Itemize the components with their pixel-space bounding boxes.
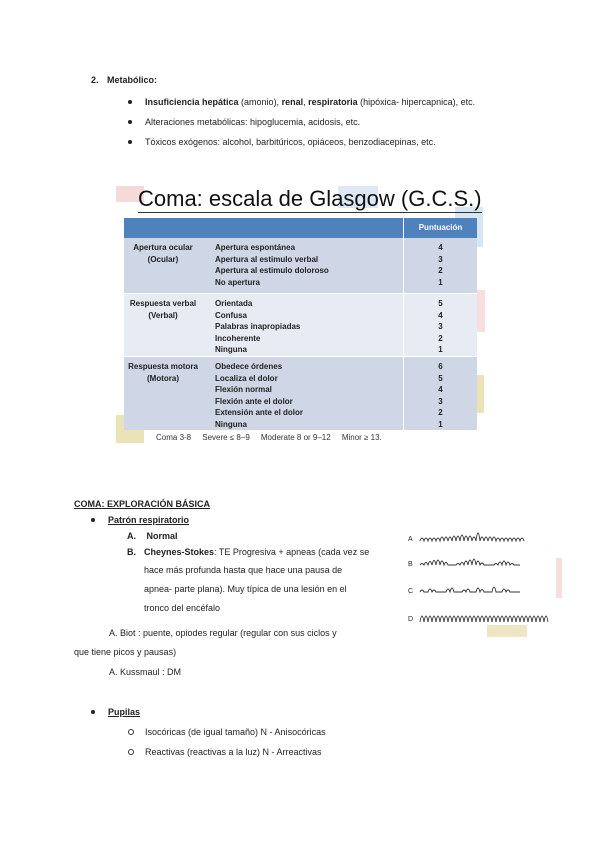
bullet-dot	[128, 140, 132, 144]
items-cell	[202, 357, 404, 430]
metabolic-number: 2.	[91, 75, 99, 85]
decor-pink-block-right	[477, 290, 485, 332]
score: 6	[438, 362, 443, 371]
wave-kussmaul	[420, 616, 548, 622]
group-name-cell	[124, 238, 202, 293]
breathing-patterns-figure	[404, 522, 554, 634]
items-cell	[202, 294, 404, 356]
group-sub: (Ocular)	[147, 254, 179, 264]
score: 2	[438, 408, 443, 417]
score: 4	[438, 385, 443, 394]
cheyne-block	[127, 546, 382, 621]
bullet-dot	[128, 120, 132, 124]
cheyne-line-1	[127, 546, 382, 564]
bold-term: renal	[281, 97, 304, 107]
cheyne-line-2: hace más profunda hasta que hace una pausa de	[144, 565, 343, 575]
bullet-text: Tóxicos exógenos: alcohol, barbitúricos, opiáceos, benzodiacepinas, etc.	[145, 137, 436, 147]
bullet-dot	[128, 100, 132, 104]
cheyne-text	[144, 546, 369, 558]
item: Apertura al estimulo verbal	[215, 254, 319, 264]
item: No apertura	[215, 277, 260, 287]
pupils-title: Pupilas	[108, 707, 141, 717]
wave-normal	[420, 533, 524, 541]
text: : TE Progresiva + apneas (cada vez se	[214, 547, 370, 557]
wave-label-b: B	[408, 561, 413, 568]
score: 1	[438, 277, 443, 287]
table-row-ocular	[124, 238, 477, 293]
bullet-text: Alteraciones metabólicas: hipoglucemia, acidosis, etc.	[145, 117, 361, 127]
bullet-dot	[91, 518, 95, 522]
items-cell	[202, 238, 404, 293]
group-name-cell	[124, 294, 202, 356]
glasgow-title: Coma: escala de Glasgow (G.C.S.)	[138, 186, 482, 211]
exploration-heading: COMA: EXPLORACIÓN BÁSICA	[74, 499, 211, 509]
normal-text: Normal	[146, 531, 178, 541]
score: 5	[438, 299, 443, 308]
list-label: B.	[127, 547, 136, 557]
bold-term: Insuficiencia hepática	[145, 97, 239, 107]
glasgow-table	[124, 218, 477, 430]
wave-label-d: D	[408, 616, 414, 623]
wave-cheyne-stokes	[420, 559, 520, 565]
item: Ninguna	[215, 345, 247, 354]
group-name: Apertura ocular	[133, 243, 193, 252]
bold-term: respiratoria	[308, 97, 358, 107]
resp-title: Patrón respiratorio	[108, 515, 190, 525]
resp-title-line	[91, 514, 189, 526]
group-name-cell	[124, 357, 202, 430]
metabolic-title: Metabólico:	[107, 75, 158, 85]
score: 1	[438, 345, 443, 354]
item: Localiza el dolor	[215, 373, 278, 383]
pupils-line-1	[128, 726, 326, 738]
score: 4	[438, 310, 443, 320]
item: Apertura espontánea	[215, 243, 296, 252]
wave-label-a: A	[408, 536, 413, 543]
item: Flexión ante el dolor	[215, 396, 293, 406]
item: Orientada	[215, 299, 253, 308]
metabolic-bullet-1	[128, 96, 475, 108]
cheyne-line-3: apnea- parte plana). Muy típica de una lesión en el	[144, 584, 347, 594]
item: Ninguna	[215, 419, 247, 429]
item: Palabras inapropiadas	[215, 322, 301, 331]
score: 4	[438, 243, 443, 252]
score: 2	[438, 333, 443, 343]
score: 3	[438, 322, 443, 331]
circle-bullet	[128, 729, 134, 735]
bullet-text	[145, 97, 475, 107]
table-header-row	[124, 218, 477, 238]
list-label: A.	[127, 531, 136, 541]
bullet-dot	[91, 710, 95, 714]
scores-cell	[404, 357, 478, 430]
bold-term: Cheynes-Stokes	[144, 547, 215, 557]
wave-label-c: C	[408, 588, 414, 595]
scores-cell	[404, 238, 478, 293]
score: 3	[438, 254, 443, 264]
pupils-line-2	[128, 746, 322, 758]
pupils-text: Isocóricas (de igual tamaño) N - Anisocóricas	[145, 727, 326, 737]
kussmaul-line: A. Kussmaul : DM	[109, 667, 182, 677]
score: 3	[438, 396, 443, 406]
score: 5	[438, 373, 443, 383]
table-header-cell	[124, 218, 202, 238]
score: 2	[438, 266, 443, 275]
text: (amonio),	[238, 97, 282, 107]
metabolic-heading	[91, 74, 157, 86]
pupils-text: Reactivas (reactivas a la luz) N - Arreactivas	[145, 747, 322, 757]
breathing-waves	[404, 522, 554, 634]
score: 1	[438, 419, 443, 429]
metabolic-bullet-3	[128, 136, 436, 148]
pupils-title-line	[91, 706, 140, 718]
circle-bullet	[128, 749, 134, 755]
item: Flexión normal	[215, 385, 272, 394]
score-header: Puntuación	[404, 218, 478, 238]
normal-line	[127, 530, 178, 542]
text: ,	[303, 97, 309, 107]
group-name: Respuesta verbal	[129, 299, 197, 308]
text: (hipóxica- hipercapnica), etc.	[357, 97, 476, 107]
decor-pink-block-waves	[556, 558, 562, 598]
table-header-cell	[202, 218, 404, 238]
group-sub: (Motora)	[147, 373, 179, 383]
group-sub: (Verbal)	[148, 310, 178, 320]
item: Apertura al estimulo doloroso	[215, 266, 329, 275]
item: Extensión ante el dolor	[215, 408, 304, 417]
biot-line-1: A. Biot : puente, opiodes regular (regular con sus ciclos y	[109, 628, 337, 638]
item: Obedece órdenes	[215, 362, 283, 371]
group-name: Respuesta motora	[128, 362, 198, 371]
wave-biot	[420, 587, 520, 592]
glasgow-footer: Coma 3-8 Severe ≤ 8–9 Moderate 8 or 9–12 Minor ≥ 13.	[156, 433, 382, 442]
biot-line-2: que tiene picos y pausas)	[74, 647, 177, 657]
cheyne-line-4: tronco del encéfalo	[144, 603, 221, 613]
scores-cell	[404, 294, 478, 356]
table-row-motora	[124, 357, 477, 430]
metabolic-bullet-2	[128, 116, 360, 128]
item: Confusa	[215, 310, 247, 320]
table-row-verbal	[124, 294, 477, 356]
item: Incoherente	[215, 333, 261, 343]
